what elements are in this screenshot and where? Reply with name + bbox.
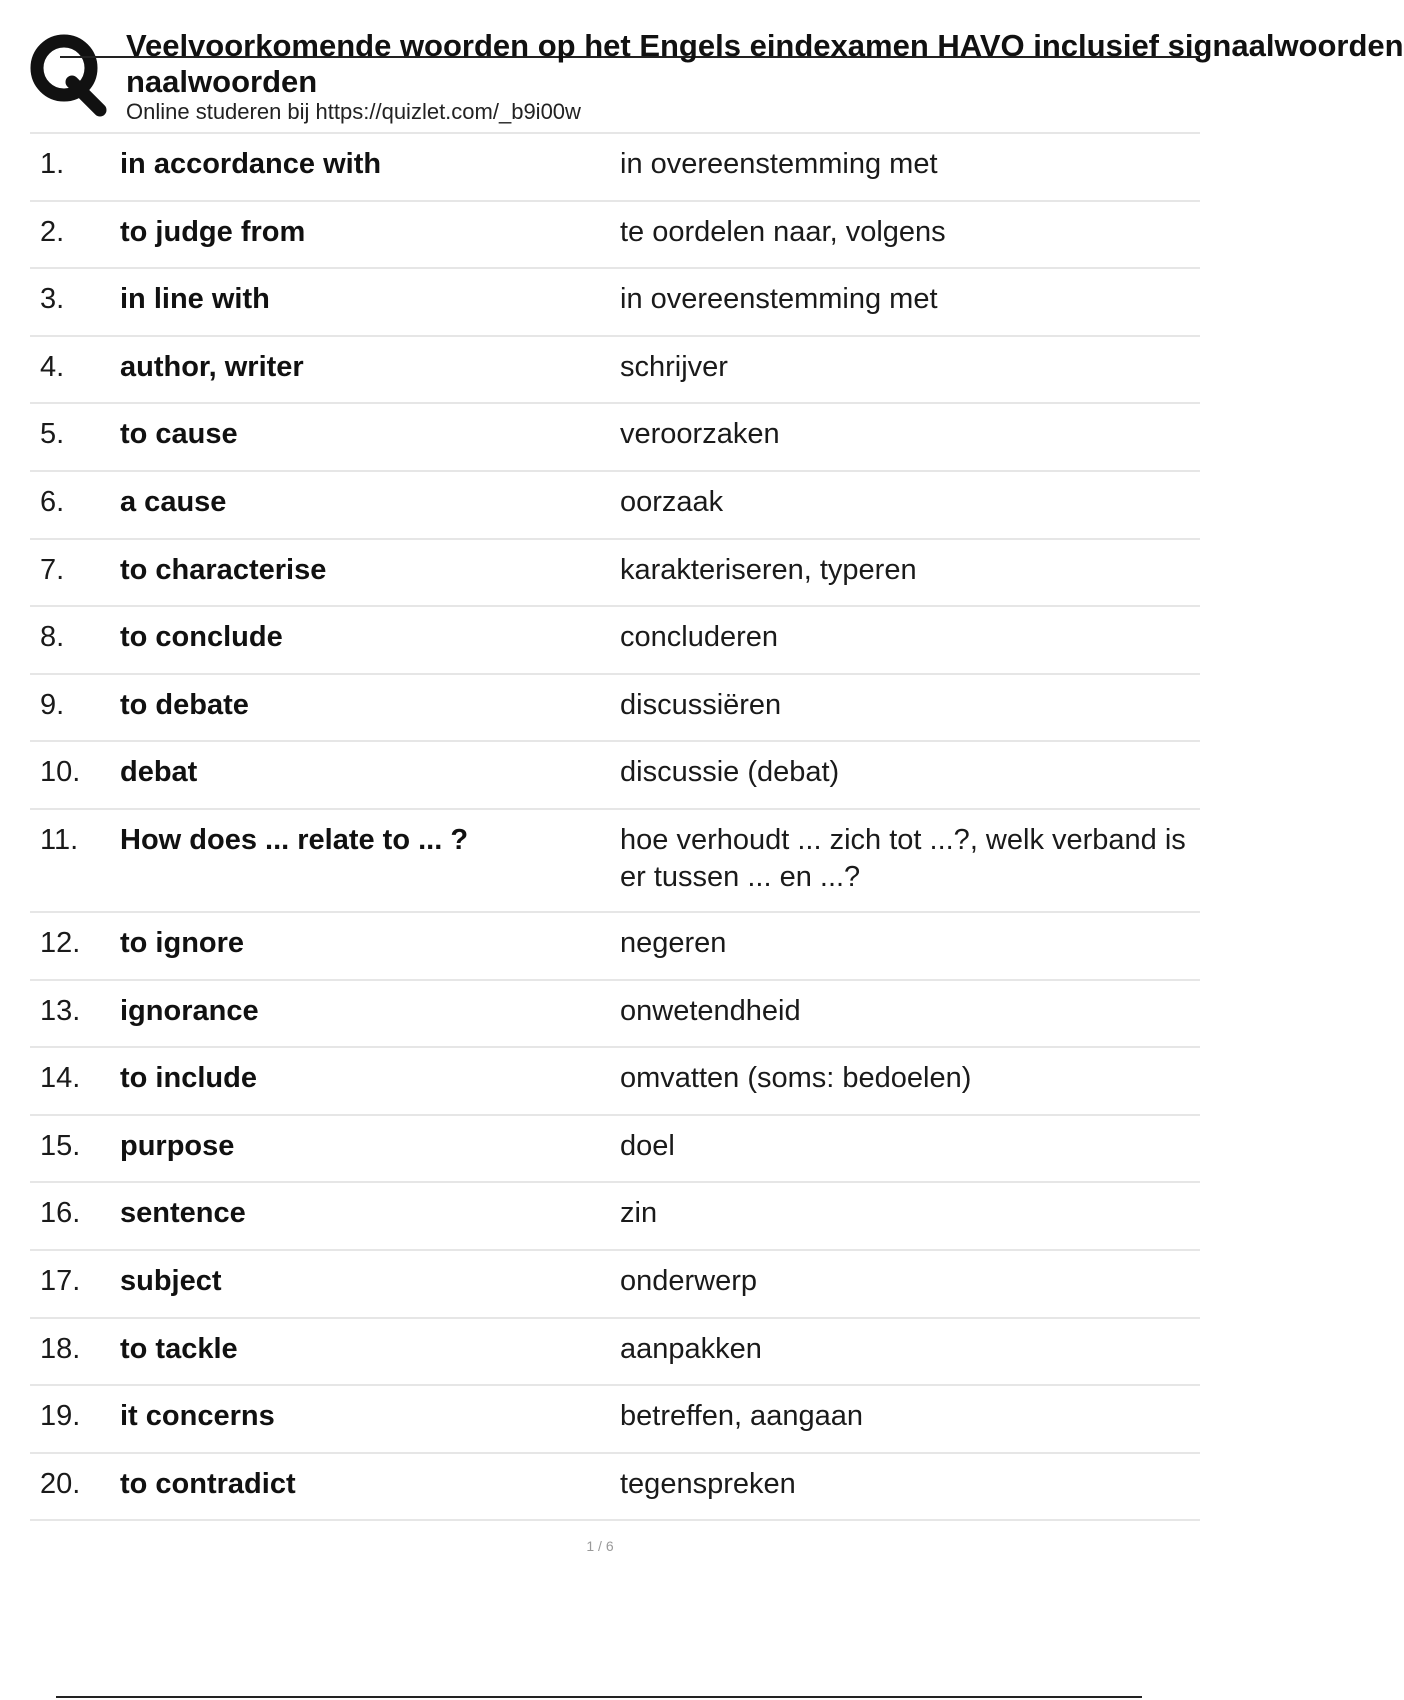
document-title-continuation: naalwoorden [126, 64, 318, 99]
row-number: 13. [40, 994, 81, 1027]
row-number: 18. [40, 1332, 81, 1365]
row-number: 9. [40, 688, 65, 721]
definition-text: discussiëren [620, 688, 782, 721]
row-number: 3. [40, 283, 65, 316]
quizlet-logo-icon [30, 30, 106, 114]
table-row [30, 981, 1200, 1049]
term-text: to ignore [120, 926, 245, 959]
term-text: it concerns [120, 1400, 275, 1433]
row-number: 15. [40, 1129, 81, 1162]
table-row [30, 742, 1200, 810]
definition-text: onderwerp [620, 1264, 758, 1297]
definition-text: zin [620, 1197, 658, 1230]
definition-text: betreffen, aangaan [620, 1400, 863, 1433]
row-number: 5. [40, 418, 65, 451]
page-indicator: 1 / 6 [586, 1538, 614, 1554]
table-row [30, 1183, 1200, 1251]
row-number: 10. [40, 756, 81, 789]
row-number: 2. [40, 215, 65, 248]
table-row [30, 1386, 1200, 1454]
definition-text: onwetendheid [620, 994, 801, 1027]
definition-text: te oordelen naar, volgens [620, 215, 946, 248]
row-number: 7. [40, 553, 65, 586]
table-row [30, 1116, 1200, 1184]
table-row [30, 472, 1200, 540]
term-text: to contradict [120, 1467, 296, 1500]
document-header [126, 28, 1404, 124]
row-number: 12. [40, 926, 81, 959]
definition-text: doel [620, 1129, 675, 1162]
term-text: to characterise [120, 553, 327, 586]
table-row [30, 913, 1200, 981]
definition-text: veroorzaken [620, 418, 780, 451]
row-number: 19. [40, 1400, 81, 1433]
term-text: author, writer [120, 350, 304, 383]
study-online-link[interactable]: Online studeren bij https://quizlet.com/_b9i00w [126, 99, 581, 124]
table-row [30, 540, 1200, 608]
definition-text: discussie (debat) [620, 756, 840, 789]
table-row [30, 1319, 1200, 1387]
definition-text: karakteriseren, typeren [620, 553, 917, 586]
table-row [30, 1454, 1200, 1522]
term-text: subject [120, 1264, 222, 1297]
table-row [30, 607, 1200, 675]
bottom-rule [56, 1696, 1142, 1698]
definition-text: hoe verhoudt ... zich tot ...?, welk verband is er tussen ... en ...? [620, 823, 1186, 893]
term-text: to cause [120, 418, 238, 451]
term-text: to judge from [120, 215, 306, 248]
term-text: to conclude [120, 621, 283, 654]
term-text: a cause [120, 485, 227, 518]
table-row [30, 404, 1200, 472]
row-number: 17. [40, 1264, 81, 1297]
definition-text: in overeenstemming met [620, 148, 938, 180]
row-number: 1. [40, 148, 65, 180]
definition-text: oorzaak [620, 485, 724, 518]
definition-text: omvatten (soms: bedoelen) [620, 1062, 972, 1095]
row-number: 8. [40, 621, 65, 654]
table-row [30, 675, 1200, 743]
table-row [30, 269, 1200, 337]
row-number: 4. [40, 350, 65, 383]
row-number: 6. [40, 485, 65, 518]
definition-text: schrijver [620, 350, 728, 383]
definition-text: negeren [620, 926, 727, 959]
definition-text: in overeenstemming met [620, 283, 938, 316]
row-number: 20. [40, 1467, 81, 1500]
table-row [30, 810, 1200, 913]
vocabulary-table [30, 132, 1200, 1521]
term-text: in line with [120, 283, 270, 316]
table-row [30, 1251, 1200, 1319]
row-number: 16. [40, 1197, 81, 1230]
term-text: to debate [120, 688, 249, 721]
table-row [30, 337, 1200, 405]
term-text: in accordance with [120, 148, 382, 180]
definition-text: concluderen [620, 621, 778, 654]
term-text: ignorance [120, 994, 259, 1027]
table-row [30, 1048, 1200, 1116]
term-text: debat [120, 756, 198, 789]
definition-text: aanpakken [620, 1332, 762, 1365]
row-number: 11. [40, 823, 79, 856]
term-text: to tackle [120, 1332, 238, 1365]
term-text: to include [120, 1062, 257, 1095]
definition-text: tegenspreken [620, 1467, 796, 1500]
document-title: Veelvoorkomende woorden op het Engels eindexamen HAVO inclusief signaalwoorden [126, 28, 1404, 63]
table-row [30, 202, 1200, 270]
term-text: purpose [120, 1129, 235, 1162]
row-number: 14. [40, 1062, 81, 1095]
term-text: sentence [120, 1197, 246, 1230]
table-row [30, 134, 1200, 202]
term-text: How does ... relate to ... ? [120, 823, 469, 856]
